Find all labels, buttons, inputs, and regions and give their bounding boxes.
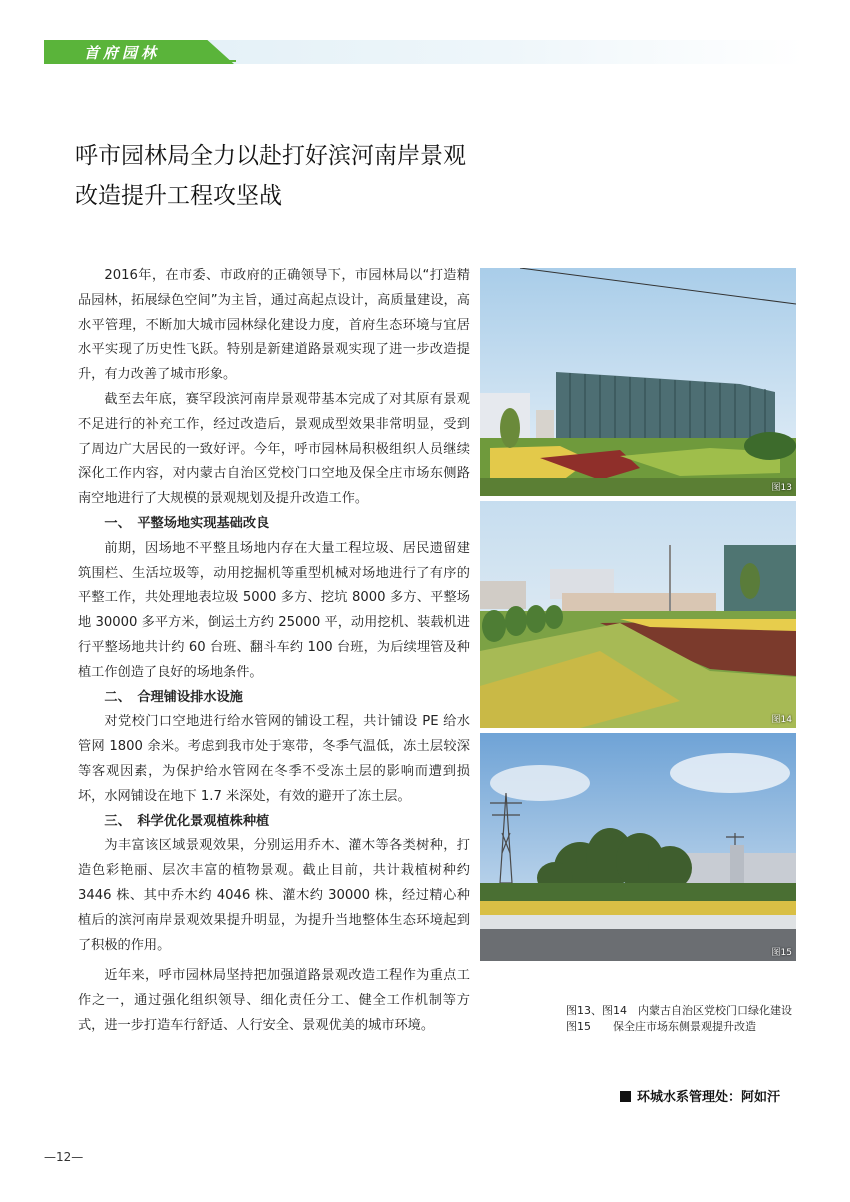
closing-paragraph: 近年来，呼市园林局坚持把加强道路景观改造工程作为重点工作之一，通过强化组织领导、细化责任分工、健全工作机制等方式，进一步打造车行舒适、人行安全、景观优美的城市环境。	[78, 968, 470, 1033]
section-1-text: 前期，因场地不平整且场地内存在大量工程垃圾、居民遗留建筑围栏、生活垃圾等，动用挖掘机等重型机械对场地进行了有序的平整工作，共处理地表垃圾 5000 多方、挖坑 8000 多方、平整场地 30000 多平方米，倒运土方约 25000 平，动用挖机、装载机进行平整场地共计约 60 台班、翻斗车约 100 台班，为后续埋管及种植工作创造了良好的场地条件。	[78, 540, 470, 680]
photo-fig14-image	[480, 501, 796, 728]
fig13-label: 图13	[771, 483, 792, 493]
section-label: 首府园林	[84, 44, 161, 62]
author-credit	[620, 1086, 780, 1105]
page-number: —12—	[44, 1150, 84, 1164]
photo-fig15	[480, 733, 796, 961]
figure-caption	[566, 1003, 806, 1035]
photo-fig13	[480, 268, 796, 496]
photo-fig15-image	[480, 733, 796, 961]
article-title-line-2: 改造提升工程攻坚战	[75, 183, 282, 209]
fig15-label: 图15	[771, 948, 792, 958]
section-heading-2: 二、 合理铺设排水设施	[104, 689, 243, 705]
section-2-text: 对党校门口空地进行给水管网的铺设工程，共计铺设 PE 给水管网 1800 余米。考虑到我市处于寒带，冬季气温低，冻土层较深等客观因素，为保护给水管网在冬季不受冻土层的影响而遭到损坏，水网铺设在地下 1.7 米深处，有效的避开了冻土层。	[78, 714, 470, 804]
article-title	[75, 136, 495, 216]
section-heading-1: 一、 平整场地实现基础改良	[104, 515, 270, 531]
paragraph-intro: 2016年，在市委、市政府的正确领导下，市园林局以“打造精品园林，拓展绿色空间”为主旨，通过高起点设计，高质量建设，高水平管理，不断加大城市园林绿化建设力度，首府生态环境与宜居水平实现了历史性飞跃。特别是新建道路景观实现了进一步改造提升，有力改善了城市形象。	[78, 268, 470, 383]
article-body	[78, 264, 470, 1039]
photo-fig14	[480, 501, 796, 728]
photo-fig13-image	[480, 268, 796, 496]
author-bullet-icon	[620, 1091, 631, 1102]
article-title-line-1: 呼市园林局全力以赴打好滨河南岸景观	[75, 143, 466, 169]
caption-line-2: 图15 保全庄市场东侧景观提升改造	[566, 1020, 756, 1033]
fig14-label: 图14	[771, 715, 792, 725]
caption-line-1: 图13、图14 内蒙古自治区党校门口绿化建设	[566, 1004, 792, 1017]
paragraph-progress: 截至去年底，赛罕段滨河南岸景观带基本完成了对其原有景观不足进行的补充工作，经过改造后，景观成型效果非常明显，受到了周边广大居民的一致好评。今年，呼市园林局积极组织人员继续深化工作内容，对内蒙古自治区党校门口空地及保全庄市场东侧路南空地进行了大规模的景观规划及提升改造工作。	[78, 391, 470, 507]
section-3-text: 为丰富该区域景观效果，分别运用乔木、灌木等各类树种，打造色彩艳丽、层次丰富的植物景观。截止目前，共计栽植树种约 3446 株、其中乔木约 4046 株、灌木约 30000 株，经过精心种植后的滨河南岸景观效果提升明显，为提升当地整体生态环境起到了积极的作用。	[78, 838, 470, 953]
section-heading-3: 三、 科学优化景观植株种植	[104, 813, 270, 829]
author-name: 环城水系管理处：阿如汗	[637, 1090, 781, 1105]
